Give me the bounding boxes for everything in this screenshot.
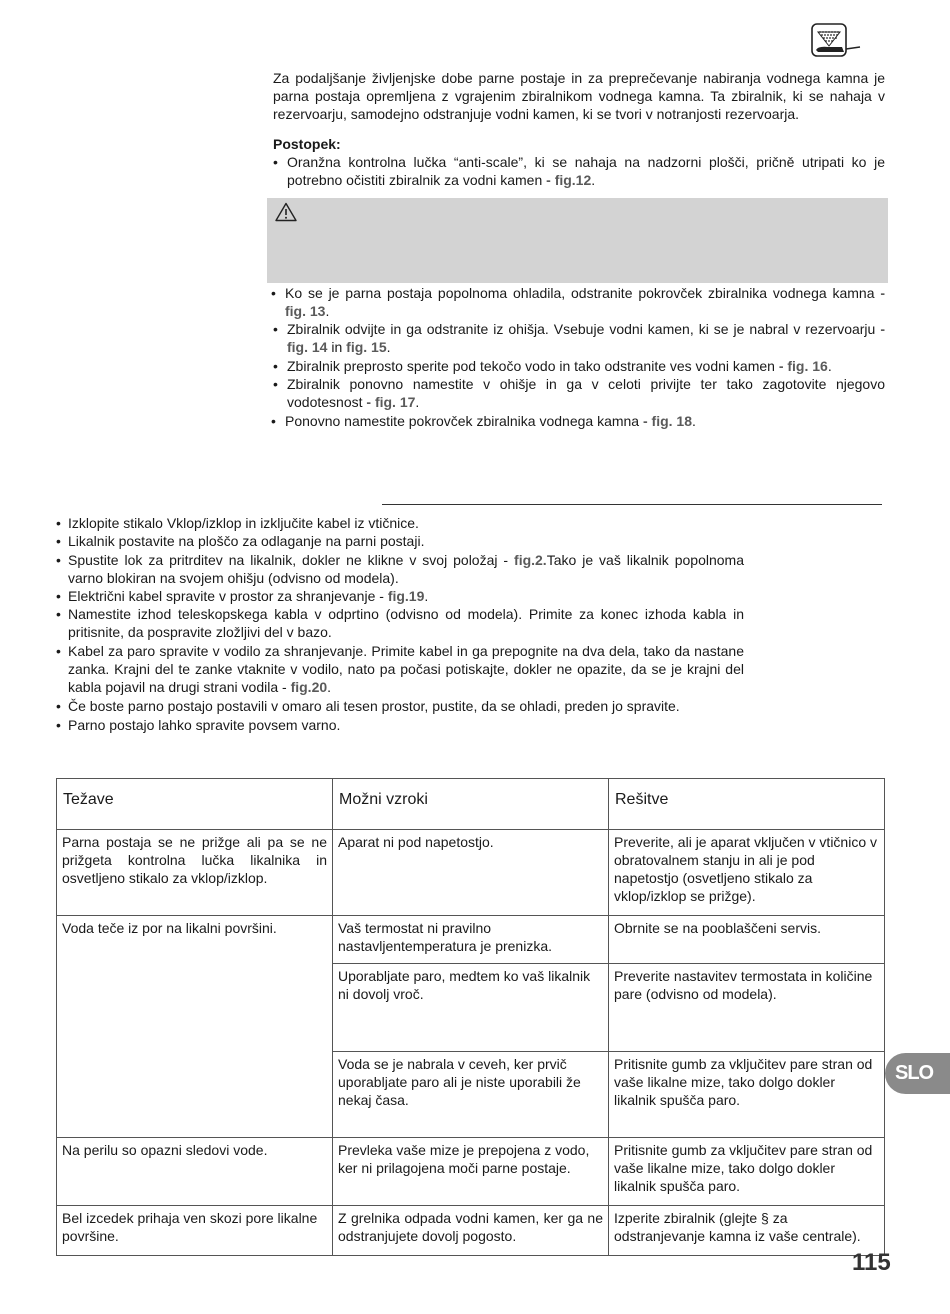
solution-cell: Preverite, ali je aparat vključen v vtičnico v obratovalnem stanju in ali je pod napetostjo (osvetljeno stikalo za vklop/izklop se prižge).: [609, 830, 885, 916]
cause-cell: Voda se je nabrala v ceveh, ker prvič uporabljate paro ali je niste uporabili že nekaj časa.: [333, 1052, 609, 1138]
cause-cell: Aparat ni pod napetostjo.: [333, 830, 609, 916]
fig-ref: fig.19: [387, 588, 425, 604]
fig-ref: - fig. 18: [642, 413, 692, 429]
fig-ref: - fig. 14: [287, 321, 885, 355]
intro-paragraph: Za podaljšanje življenjske dobe parne postaje in za preprečevanje nabiranja vodnega kamna je parna postaja opremljena z vgrajenim zbiralnikom vodnega kamna. Ta zbiralnik, ki se nahaja v rezervoarju, samodejno odstranjuje vodni kamen, ki se tvori v notranjosti rezervoarja.: [273, 70, 885, 122]
column-header-causes: Možni vzroki: [333, 779, 609, 830]
solution-cell: Obrnite se na pooblaščeni servis.: [609, 916, 885, 964]
fig-ref: - fig. 13: [285, 285, 885, 319]
cause-cell: Prevleka vaše mize je prepojena z vodo, ker ni prilagojena moči parne postaje.: [333, 1138, 609, 1206]
problem-cell: Bel izcedek prihaja ven skozi pore likalne površine.: [57, 1206, 333, 1256]
cause-cell: Z grelnika odpada vodni kamen, ker ga ne odstranjujete dovolj pogosto.: [333, 1206, 609, 1256]
list-item: • Električni kabel spravite v prostor za shranjevanje - fig.19.: [56, 588, 429, 604]
troubleshooting-table: [56, 778, 885, 1256]
problem-cell: Na perilu so opazni sledovi vode.: [57, 1138, 333, 1206]
table-row: [57, 1206, 885, 1256]
warning-box: [267, 198, 888, 283]
problem-cell: Voda teče iz por na likalni površini.: [57, 916, 333, 1138]
fig-ref: - fig. 16: [778, 358, 828, 374]
list-item: • Izklopite stikalo Vklop/izklop in izključite kabel iz vtičnice.: [56, 515, 419, 531]
solution-cell: Pritisnite gumb za vključitev pare stran od vaše likalne mize, tako dolgo dokler likalnik spušča paro.: [609, 1052, 885, 1138]
fig-ref: - fig.12: [546, 172, 592, 188]
bullet-dot: •: [273, 154, 278, 170]
table-header-row: [57, 779, 885, 830]
cause-cell: Vaš termostat ni pravilno nastavljentemperatura je prenizka.: [333, 916, 609, 964]
table-row: [57, 1138, 885, 1206]
fig-ref: fig.20: [290, 679, 328, 695]
list-item: • Zbiralnik ponovno namestite v ohišje in ga v celoti privijte ter tako zagotovite njegovo vodotesnost - fig. 17.: [273, 376, 885, 410]
section-divider: [382, 504, 882, 505]
cause-cell: Uporabljate paro, medtem ko vaš likalnik ni dovolj vroč.: [333, 964, 609, 1052]
procedure-title: Postopek:: [273, 136, 341, 152]
column-header-solutions: Rešitve: [609, 779, 885, 830]
list-item: • Ko se je parna postaja popolnoma ohladila, odstranite pokrovček zbiralnika vodnega kamna - fig. 13.: [271, 285, 885, 319]
list-item: • Namestite izhod teleskopskega kabla v odprtino (odvisno od modela). Primite za konec izhoda kabla in pritisnite, da pospravite zložljivi del v bazo.: [56, 606, 744, 640]
fig-ref: fig. 15: [346, 339, 387, 355]
bullet-end: .: [591, 172, 596, 188]
steam-iron-icon: [808, 22, 862, 60]
list-item: • Parno postajo lahko spravite povsem varno.: [56, 717, 341, 733]
list-item: • Likalnik postavite na ploščo za odlaganje na parni postaji.: [56, 533, 425, 549]
list-item: • Zbiralnik preprosto sperite pod tekočo vodo in tako odstranite ves vodni kamen - fig. 16.: [273, 358, 832, 374]
table-row: [57, 830, 885, 916]
list-item: • Kabel za paro spravite v vodilo za shranjevanje. Primite kabel in ga prepognite na dva dela, tako da nastane zanka. Krajni del te zanke vtaknite v vodilo, nato pa počasi potiskajte, dokler ne opazite, da se je krajni del kabla pojavil na drugi strani vodila - fig.20.: [56, 643, 744, 695]
page-number: 115: [852, 1249, 891, 1276]
procedure-bullet: [273, 153, 885, 189]
fig-ref: - fig. 17: [366, 394, 416, 410]
solution-cell: Izperite zbiralnik (glejte § za odstranjevanje kamna iz vaše centrale).: [609, 1206, 885, 1256]
warning-triangle-icon: [275, 202, 297, 222]
list-item: • Če boste parno postajo postavili v omaro ali tesen prostor, pustite, da se ohladi, preden jo spravite.: [56, 698, 680, 714]
fig-ref: fig.2.: [514, 552, 547, 568]
table-row: [57, 916, 885, 964]
solution-cell: Preverite nastavitev termostata in količine pare (odvisno od modela).: [609, 964, 885, 1052]
solution-cell: Pritisnite gumb za vključitev pare stran od vaše likalne mize, tako dolgo dokler likalnik spušča paro.: [609, 1138, 885, 1206]
column-header-problems: Težave: [57, 779, 333, 830]
language-tab: SLO: [885, 1053, 950, 1094]
list-item: • Ponovno namestite pokrovček zbiralnika vodnega kamna - fig. 18.: [271, 413, 696, 429]
problem-cell: Parna postaja se ne prižge ali pa se ne prižgeta kontrolna lučka likalnika in osvetljeno stikalo za vklop/izklop.: [57, 830, 333, 916]
list-item: • Zbiralnik odvijte in ga odstranite iz ohišja. Vsebuje vodni kamen, ki se je nabral v rezervoarju - fig. 14 in fig. 15.: [273, 321, 885, 355]
list-item: • Spustite lok za pritrditev na likalnik, dokler ne klikne v svoj položaj - fig.2.Tako je vaš likalnik popolnoma varno blokiran na svojem ohišju (odvisno od modela).: [56, 552, 744, 586]
bullet-text: Oranžna kontrolna lučka “anti-scale”, ki se nahaja na nadzorni plošči, pričně utripati ko je potrebno očistiti zbiralnik za vodni kamen: [287, 154, 885, 188]
